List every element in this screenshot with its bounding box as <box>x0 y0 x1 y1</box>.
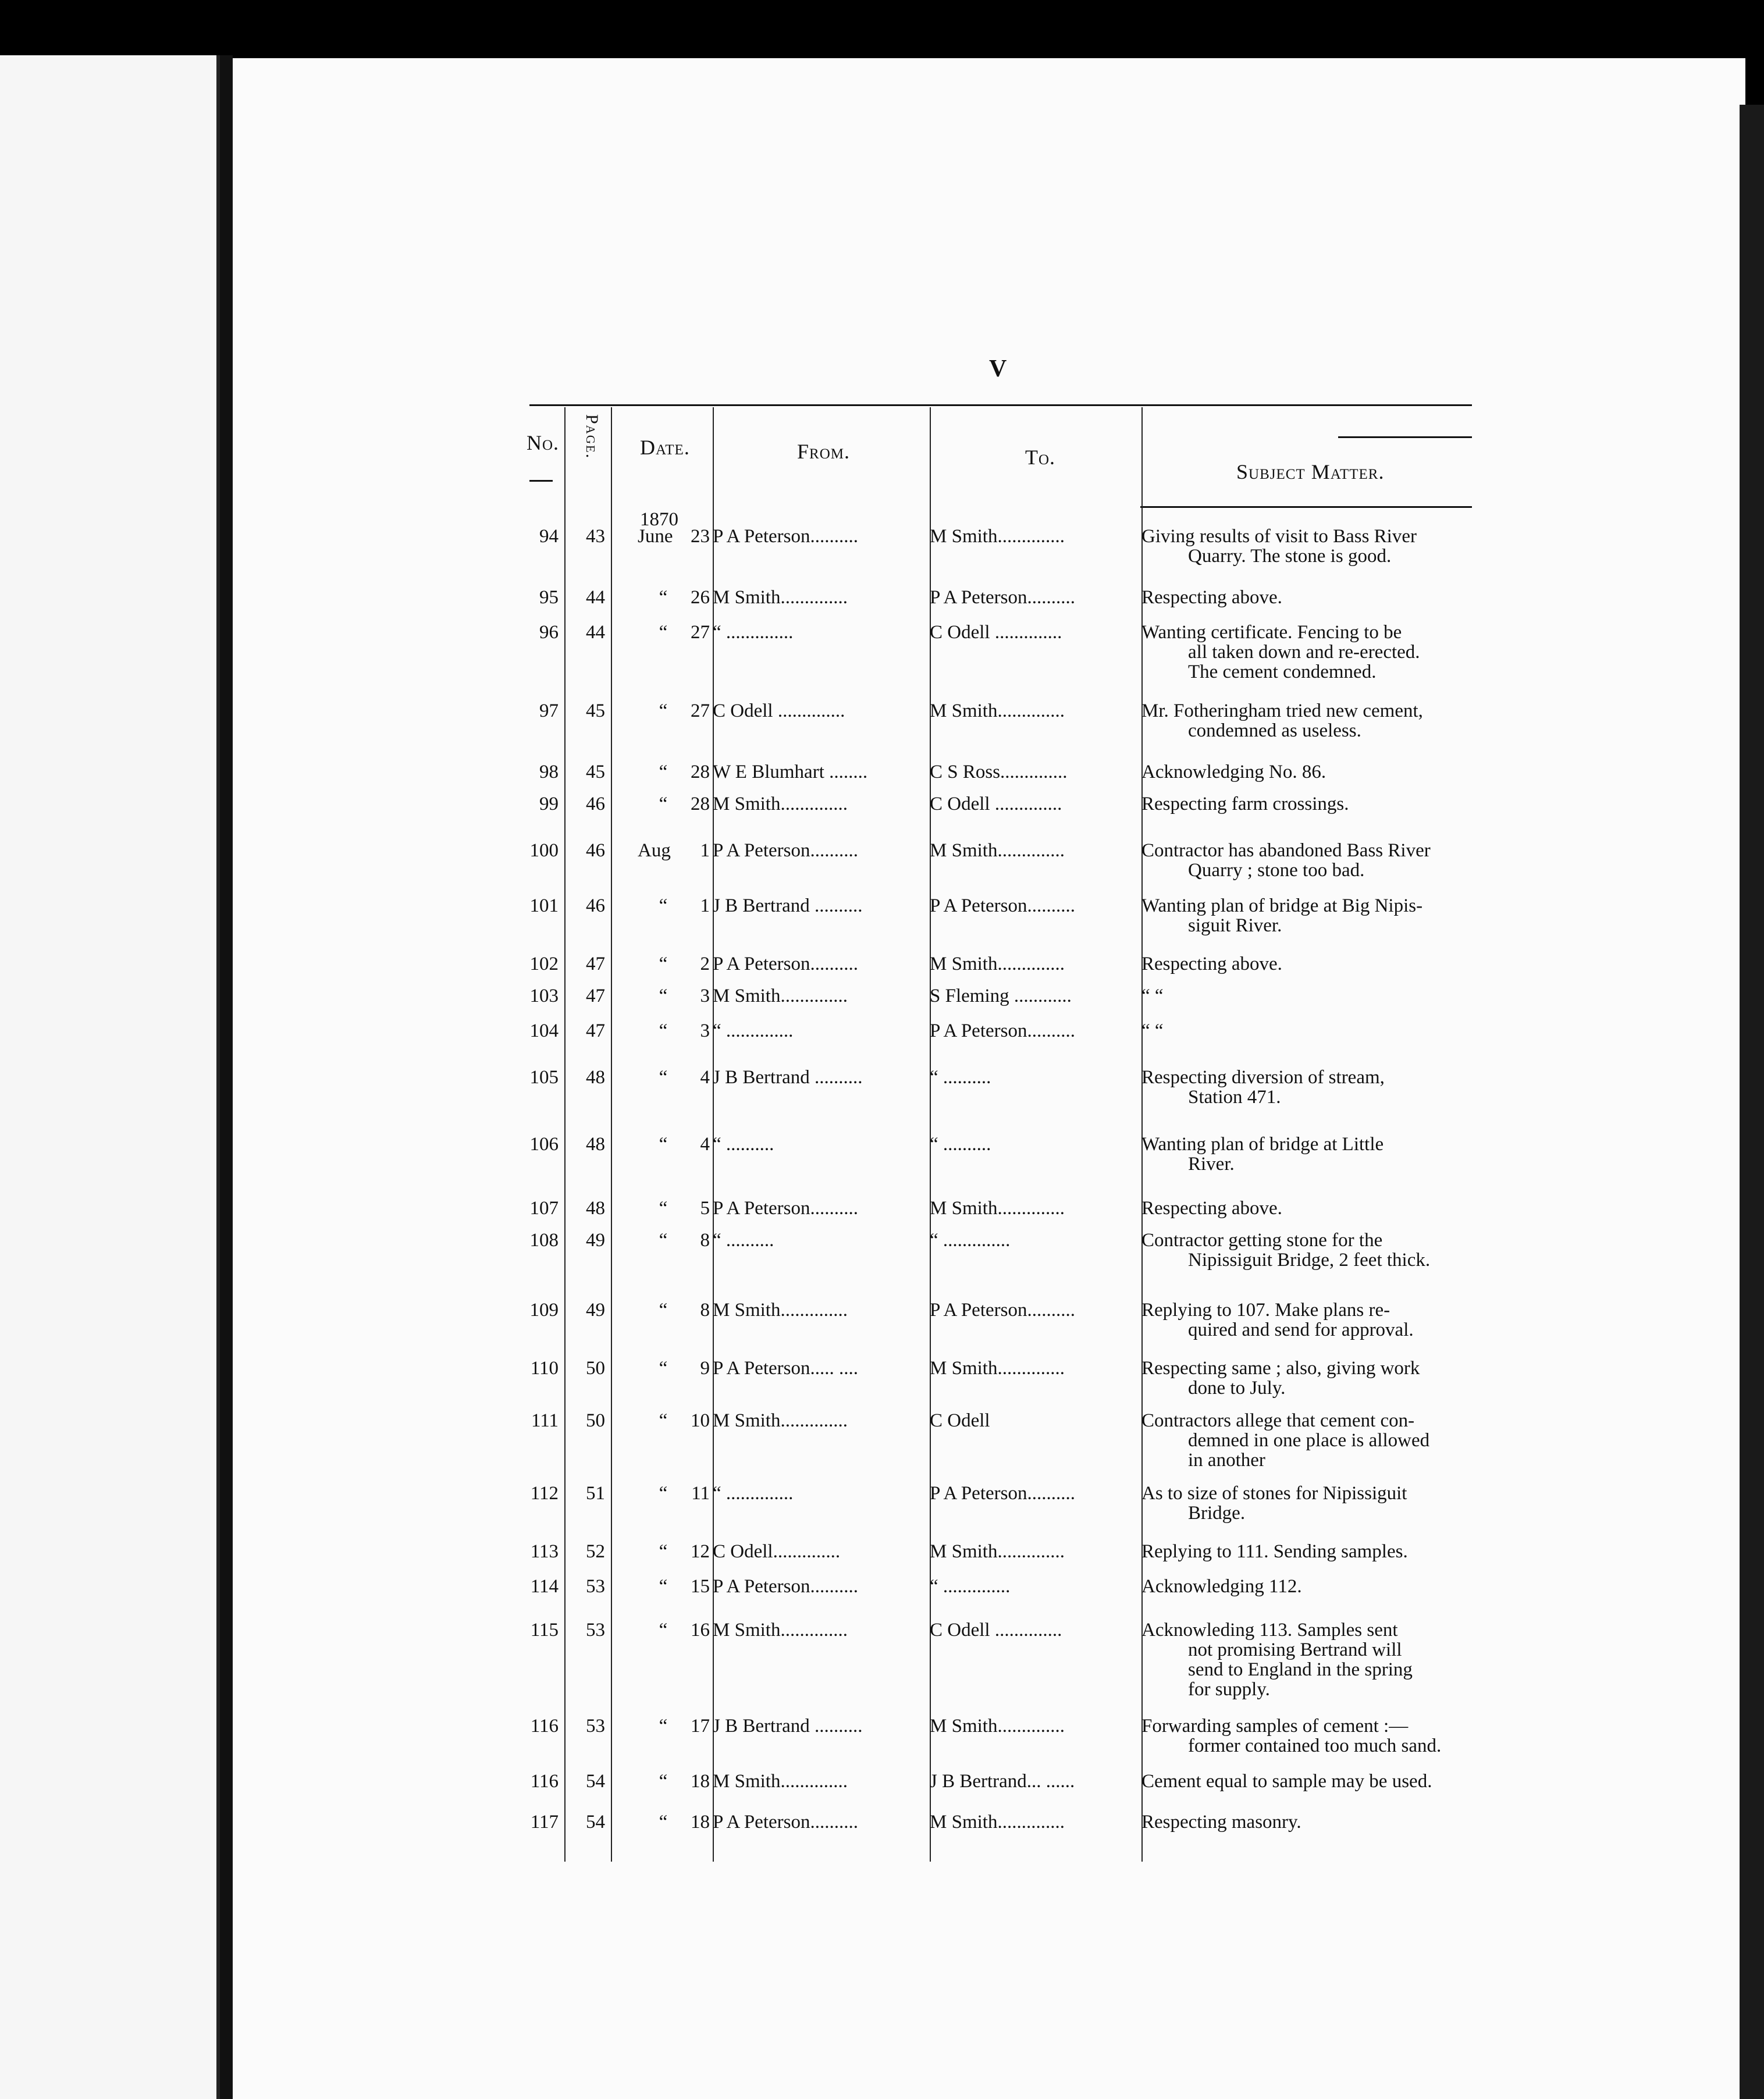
table-row <box>0 622 1513 682</box>
row-page: 46 <box>586 895 605 916</box>
subject-line: Wanting plan of bridge at Little <box>1141 1134 1384 1155</box>
subject-line: Acknowleding 113. Samples sent <box>1141 1620 1398 1641</box>
row-number: 103 <box>529 986 559 1006</box>
subject-line: Respecting masonry. <box>1141 1812 1301 1833</box>
row-date-month: “ <box>659 1020 668 1041</box>
row-page: 53 <box>586 1620 605 1641</box>
scan-border <box>0 0 1764 64</box>
row-page: 46 <box>586 840 605 861</box>
row-to: “ .............. <box>930 1230 1011 1251</box>
row-page: 47 <box>586 954 605 974</box>
table-row <box>0 1771 1513 1792</box>
row-subject <box>1141 1620 1473 1699</box>
row-subject <box>1141 1134 1473 1174</box>
row-date-day: 8 <box>700 1230 710 1251</box>
row-number: 99 <box>539 794 559 814</box>
row-number: 101 <box>529 895 559 916</box>
row-date-month: “ <box>659 1576 668 1597</box>
row-date-day: 10 <box>691 1410 710 1431</box>
subject-line: Replying to 107. Make plans re- <box>1141 1300 1390 1321</box>
row-page: 53 <box>586 1576 605 1597</box>
row-from: M Smith.............. <box>713 986 848 1006</box>
table-row <box>0 526 1513 567</box>
row-to: “ .......... <box>930 1134 991 1155</box>
table-row <box>0 700 1513 741</box>
row-subject <box>1141 1358 1473 1398</box>
row-to: M Smith.............. <box>930 700 1065 721</box>
row-date-day: 9 <box>700 1358 710 1379</box>
row-to: M Smith.............. <box>930 1198 1065 1219</box>
row-page: 54 <box>586 1771 605 1792</box>
row-date-day: 18 <box>691 1771 710 1792</box>
row-from: “ .......... <box>713 1134 774 1155</box>
row-date-day: 27 <box>691 700 710 721</box>
row-subject <box>1141 1068 1473 1107</box>
row-subject <box>1141 1411 1473 1470</box>
row-date-month: “ <box>659 1771 668 1792</box>
subject-line: Respecting farm crossings. <box>1141 794 1349 814</box>
header-rule-left-bottom <box>529 480 553 482</box>
subject-line: quired and send for approval. <box>1188 1319 1414 1340</box>
row-date-month: “ <box>659 1410 668 1431</box>
subject-line: Respecting diversion of stream, <box>1141 1067 1385 1088</box>
row-number: 102 <box>529 954 559 974</box>
subject-line: Replying to 111. Sending samples. <box>1141 1541 1408 1562</box>
header-from: From. <box>797 440 850 463</box>
row-date-month: “ <box>659 1134 668 1155</box>
row-page: 43 <box>586 526 605 547</box>
row-to: P A Peterson.......... <box>930 587 1075 608</box>
row-number: 108 <box>529 1230 559 1251</box>
row-to: P A Peterson.......... <box>930 895 1075 916</box>
row-subject <box>1141 762 1473 782</box>
row-number: 109 <box>529 1300 559 1321</box>
table-row <box>0 1300 1513 1340</box>
subject-line: Quarry ; stone too bad. <box>1188 860 1365 881</box>
row-from: “ .............. <box>713 1483 794 1504</box>
header-rule <box>529 404 1472 406</box>
row-number: 96 <box>539 622 559 643</box>
row-number: 111 <box>531 1410 559 1431</box>
table-row <box>0 1230 1513 1271</box>
subject-line: demned in one place is allowed <box>1188 1430 1430 1451</box>
row-subject <box>1141 1483 1473 1523</box>
row-date-day: 3 <box>700 986 710 1006</box>
row-subject <box>1141 526 1473 566</box>
row-page: 48 <box>586 1067 605 1088</box>
row-subject <box>1141 701 1473 741</box>
row-subject <box>1141 1021 1473 1041</box>
row-date-month: “ <box>659 794 668 814</box>
subject-line: all taken down and re-erected. <box>1188 642 1420 663</box>
subject-line: Respecting above. <box>1141 587 1282 608</box>
row-date-month: “ <box>659 1230 668 1251</box>
row-from: M Smith.............. <box>713 794 848 814</box>
row-to: P A Peterson.......... <box>930 1483 1075 1504</box>
row-number: 116 <box>530 1716 559 1737</box>
subject-line: Respecting same ; also, giving work <box>1141 1358 1420 1379</box>
row-subject <box>1141 1812 1473 1832</box>
row-subject <box>1141 1300 1473 1340</box>
row-date-month: “ <box>659 700 668 721</box>
row-to: M Smith.............. <box>930 526 1065 547</box>
header-date: Date. <box>640 436 690 459</box>
row-from: P A Peterson.......... <box>713 526 858 547</box>
row-subject <box>1141 794 1473 814</box>
row-date-day: 15 <box>691 1576 710 1597</box>
row-page: 54 <box>586 1812 605 1833</box>
row-date-month: Aug <box>638 840 671 861</box>
row-date-month: “ <box>659 986 668 1006</box>
subject-line: Station 471. <box>1188 1087 1281 1108</box>
row-date-day: 23 <box>691 526 710 547</box>
row-date-day: 16 <box>691 1620 710 1641</box>
row-from: M Smith.............. <box>713 587 848 608</box>
subject-line: “ “ <box>1141 986 1164 1006</box>
subject-line: Respecting above. <box>1141 954 1282 974</box>
row-date-day: 8 <box>700 1300 710 1321</box>
row-subject <box>1141 986 1473 1006</box>
row-number: 116 <box>530 1771 559 1792</box>
row-number: 94 <box>539 526 559 547</box>
row-date-day: 12 <box>691 1541 710 1562</box>
table-row <box>0 986 1513 1006</box>
row-page: 49 <box>586 1230 605 1251</box>
row-date-day: 28 <box>691 794 710 814</box>
row-to: M Smith.............. <box>930 1358 1065 1379</box>
table-row <box>0 1358 1513 1399</box>
row-from: J B Bertrand .......... <box>713 1067 863 1088</box>
row-number: 105 <box>529 1067 559 1088</box>
subject-line: Giving results of visit to Bass River <box>1141 526 1417 547</box>
row-date-day: 4 <box>700 1134 710 1155</box>
row-from: “ .......... <box>713 1230 774 1251</box>
subject-line: Forwarding samples of cement :— <box>1141 1716 1409 1737</box>
row-from: M Smith.............. <box>713 1620 848 1641</box>
table-row <box>0 1020 1513 1041</box>
book-gutter <box>220 55 233 2099</box>
row-from: W E Blumhart ........ <box>713 762 868 782</box>
row-to: S Fleming ............ <box>930 986 1072 1006</box>
header-subject: Subject Matter. <box>1236 460 1385 483</box>
row-date-day: 4 <box>700 1067 710 1088</box>
table-row <box>0 1134 1513 1175</box>
header-rule-subject-bottom <box>1140 506 1472 508</box>
row-page: 48 <box>586 1198 605 1219</box>
subject-line: former contained too much sand. <box>1188 1735 1442 1756</box>
row-to: M Smith.............. <box>930 1812 1065 1833</box>
row-date-month: “ <box>659 1483 668 1504</box>
row-date-month: “ <box>659 1067 668 1088</box>
row-number: 98 <box>539 762 559 782</box>
row-date-month: “ <box>659 1358 668 1379</box>
subject-line: Contractors allege that cement con- <box>1141 1410 1415 1431</box>
row-to: M Smith.............. <box>930 1541 1065 1562</box>
subject-line: Contractor getting stone for the <box>1141 1230 1383 1251</box>
row-date-month: “ <box>659 587 668 608</box>
row-date-month: “ <box>659 1541 668 1562</box>
row-date-day: 11 <box>691 1483 710 1504</box>
row-number: 107 <box>529 1198 559 1219</box>
table-row <box>0 794 1513 814</box>
row-to: M Smith.............. <box>930 1716 1065 1737</box>
row-number: 106 <box>529 1134 559 1155</box>
header-to: To. <box>1025 446 1056 469</box>
row-to: C S Ross.............. <box>930 762 1068 782</box>
subject-line: Bridge. <box>1188 1503 1246 1524</box>
row-number: 95 <box>539 587 559 608</box>
subject-line: not promising Bertrand will <box>1188 1639 1402 1660</box>
row-date-month: “ <box>659 1620 668 1641</box>
table-row <box>0 1483 1513 1524</box>
row-page: 44 <box>586 622 605 643</box>
row-page: 48 <box>586 1134 605 1155</box>
row-date-month: “ <box>659 954 668 974</box>
subject-line: in another <box>1188 1450 1265 1471</box>
row-to: C Odell .............. <box>930 622 1062 643</box>
row-from: C Odell .............. <box>713 700 845 721</box>
subject-line: As to size of stones for Nipissiguit <box>1141 1483 1407 1504</box>
row-number: 110 <box>530 1358 559 1379</box>
row-page: 46 <box>586 794 605 814</box>
row-from: J B Bertrand .......... <box>713 895 863 916</box>
row-from: C Odell.............. <box>713 1541 841 1562</box>
row-date-month: “ <box>659 1300 668 1321</box>
subject-line: for supply. <box>1188 1679 1270 1700</box>
row-page: 44 <box>586 587 605 608</box>
row-from: M Smith.............. <box>713 1771 848 1792</box>
row-date-day: 1 <box>700 895 710 916</box>
subject-line: Nipissiguit Bridge, 2 feet thick. <box>1188 1250 1431 1271</box>
row-date-day: 27 <box>691 622 710 643</box>
row-number: 97 <box>539 700 559 721</box>
subject-line: Acknowledging 112. <box>1141 1576 1302 1597</box>
row-page: 47 <box>586 986 605 1006</box>
row-subject <box>1141 622 1473 682</box>
row-date-day: 28 <box>691 762 710 782</box>
row-from: P A Peterson.......... <box>713 954 858 974</box>
table-row <box>0 954 1513 974</box>
subject-line: siguit River. <box>1188 915 1282 936</box>
row-subject <box>1141 841 1473 880</box>
subject-line: Cement equal to sample may be used. <box>1141 1771 1432 1792</box>
row-from: “ .............. <box>713 622 794 643</box>
row-to: J B Bertrand... ...... <box>930 1771 1075 1792</box>
row-date-month: “ <box>659 895 668 916</box>
row-to: P A Peterson.......... <box>930 1300 1075 1321</box>
subject-line: Acknowledging No. 86. <box>1141 762 1326 782</box>
subject-line: River. <box>1188 1154 1235 1175</box>
row-date-month: “ <box>659 1198 668 1219</box>
row-number: 104 <box>529 1020 559 1041</box>
row-date-day: 3 <box>700 1020 710 1041</box>
subject-line: Quarry. The stone is good. <box>1188 546 1392 567</box>
row-date-day: 17 <box>691 1716 710 1737</box>
row-number: 112 <box>530 1483 559 1504</box>
subject-line: “ “ <box>1141 1020 1164 1041</box>
row-page: 47 <box>586 1020 605 1041</box>
row-subject <box>1141 954 1473 974</box>
header-no: No. <box>527 431 560 454</box>
row-date-month: “ <box>659 762 668 782</box>
row-date-day: 26 <box>691 587 710 608</box>
table-row <box>0 1198 1513 1219</box>
row-subject <box>1141 1230 1473 1270</box>
row-date-day: 18 <box>691 1812 710 1833</box>
subject-line: Respecting above. <box>1141 1198 1282 1219</box>
row-from: P A Peterson.......... <box>713 840 858 861</box>
row-from: P A Peterson.......... <box>713 1198 858 1219</box>
row-date-day: 1 <box>700 840 710 861</box>
subject-line: done to July. <box>1188 1378 1286 1399</box>
row-page: 45 <box>586 762 605 782</box>
row-date-month: June <box>638 526 673 547</box>
row-to: P A Peterson.......... <box>930 1020 1075 1041</box>
header-rule-right <box>1338 436 1472 438</box>
table-row <box>0 1812 1513 1833</box>
row-date-month: “ <box>659 1812 668 1833</box>
row-number: 100 <box>529 840 559 861</box>
row-to: C Odell <box>930 1410 990 1431</box>
row-page: 49 <box>586 1300 605 1321</box>
page-numeral: V <box>989 355 1007 382</box>
row-from: M Smith.............. <box>713 1410 848 1431</box>
row-to: M Smith.............. <box>930 954 1065 974</box>
table-row <box>0 1620 1513 1700</box>
row-page: 50 <box>586 1358 605 1379</box>
row-number: 117 <box>530 1812 559 1833</box>
subject-line: Wanting plan of bridge at Big Nipis- <box>1141 895 1423 916</box>
left-page-margin <box>0 55 220 2099</box>
row-from: P A Peterson..... .... <box>713 1358 858 1379</box>
row-number: 113 <box>530 1541 559 1562</box>
subject-line: Contractor has abandoned Bass River <box>1141 840 1431 861</box>
year-label: 1870 <box>640 509 678 530</box>
row-subject <box>1141 1542 1473 1561</box>
row-subject <box>1141 1771 1473 1791</box>
row-page: 53 <box>586 1716 605 1737</box>
row-from: P A Peterson.......... <box>713 1812 858 1833</box>
row-to: C Odell .............. <box>930 794 1062 814</box>
row-from: M Smith.............. <box>713 1300 848 1321</box>
row-date-day: 2 <box>700 954 710 974</box>
subject-line: Wanting certificate. Fencing to be <box>1141 622 1402 643</box>
row-number: 114 <box>530 1576 559 1597</box>
row-to: C Odell .............. <box>930 1620 1062 1641</box>
row-page: 45 <box>586 700 605 721</box>
subject-line: condemned as useless. <box>1188 720 1361 741</box>
row-to: M Smith.............. <box>930 840 1065 861</box>
row-to: “ .............. <box>930 1576 1011 1597</box>
row-date-month: “ <box>659 622 668 643</box>
row-date-month: “ <box>659 1716 668 1737</box>
row-from: J B Bertrand .......... <box>713 1716 863 1737</box>
row-page: 51 <box>586 1483 605 1504</box>
table-row <box>0 1716 1513 1756</box>
row-date-day: 5 <box>700 1198 710 1219</box>
scan-border-right <box>1740 105 1764 2099</box>
row-from: P A Peterson.......... <box>713 1576 858 1597</box>
subject-line: The cement condemned. <box>1188 661 1377 682</box>
row-page: 52 <box>586 1541 605 1562</box>
row-page: 50 <box>586 1410 605 1431</box>
row-subject <box>1141 1198 1473 1218</box>
subject-line: send to England in the spring <box>1188 1659 1413 1680</box>
row-subject <box>1141 896 1473 935</box>
subject-line: Mr. Fotheringham tried new cement, <box>1141 700 1423 721</box>
table-row <box>0 762 1513 782</box>
row-subject <box>1141 588 1473 607</box>
row-from: “ .............. <box>713 1020 794 1041</box>
row-subject <box>1141 1716 1473 1756</box>
row-number: 115 <box>530 1620 559 1641</box>
row-to: “ .......... <box>930 1067 991 1088</box>
row-subject <box>1141 1577 1473 1596</box>
header-page: Page. <box>582 414 602 460</box>
